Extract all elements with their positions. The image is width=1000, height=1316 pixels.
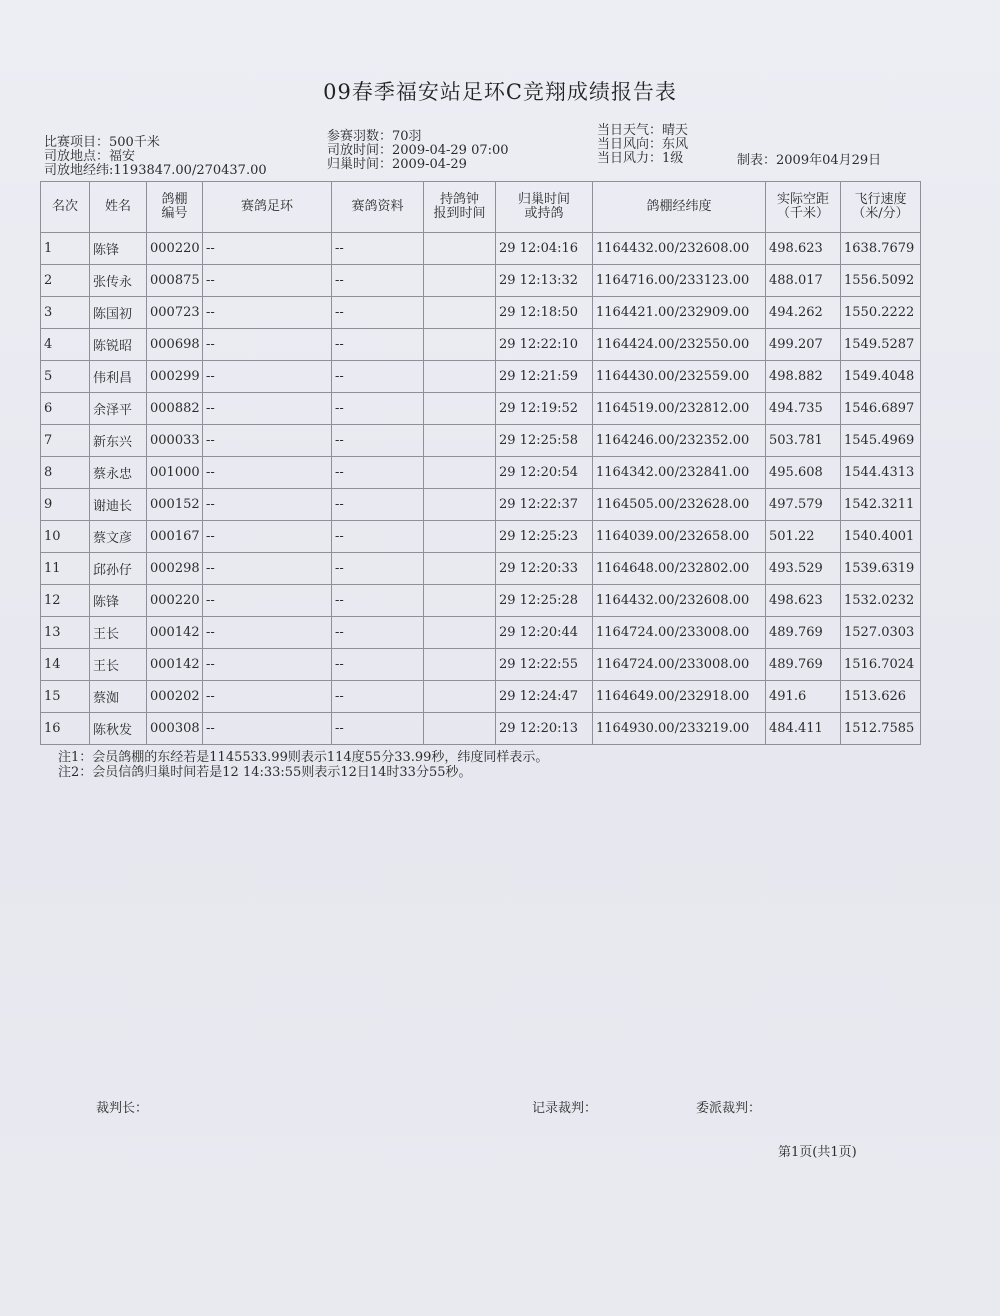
speed-cell: 1549.5287	[841, 329, 921, 361]
distance-cell: 499.207	[766, 329, 841, 361]
distance-cell: 489.769	[766, 617, 841, 649]
bird-info-cell: --	[332, 233, 424, 265]
speed-cell: 1544.4313	[841, 457, 921, 489]
header-line: 赛鸽资料	[351, 199, 404, 214]
name-cell: 谢迪长	[90, 489, 147, 521]
table-row	[41, 393, 921, 425]
coordinates-cell: 1164519.00/232812.00	[593, 393, 766, 425]
bird-info-cell: --	[332, 361, 424, 393]
rank-cell: 16	[41, 713, 90, 745]
return-time-cell: 29 12:18:50	[496, 297, 593, 329]
return-time-cell: 29 12:22:55	[496, 649, 593, 681]
header-line: 实际空距	[776, 192, 829, 207]
header-line: （米/分）	[852, 206, 909, 221]
coordinates-cell: 1164246.00/232352.00	[593, 425, 766, 457]
distance-cell: 497.579	[766, 489, 841, 521]
loft-id-cell: 000220	[147, 585, 203, 617]
distance-cell: 495.608	[766, 457, 841, 489]
clock-time-cell	[424, 489, 496, 521]
rank-cell: 10	[41, 521, 90, 553]
loft-id-cell: 000033	[147, 425, 203, 457]
speed-cell: 1556.5092	[841, 265, 921, 297]
header-line: 报到时间	[433, 206, 486, 221]
name-cell: 蔡永忠	[90, 457, 147, 489]
speed-cell: 1516.7024	[841, 649, 921, 681]
distance-cell: 493.529	[766, 553, 841, 585]
speed-cell: 1540.4001	[841, 521, 921, 553]
speed-cell: 1550.2222	[841, 297, 921, 329]
ring-cell: --	[203, 297, 332, 329]
release-coordinates: 司放地经纬:1193847.00/270437.00	[44, 163, 267, 178]
table-row	[41, 713, 921, 745]
rank-cell: 4	[41, 329, 90, 361]
speed-cell: 1513.626	[841, 681, 921, 713]
coordinates-cell: 1164505.00/232628.00	[593, 489, 766, 521]
name-cell: 陈秋发	[90, 713, 147, 745]
ring-cell: --	[203, 489, 332, 521]
clock-time-cell	[424, 425, 496, 457]
distance-cell: 498.623	[766, 585, 841, 617]
bird-info-cell: --	[332, 585, 424, 617]
loft-id-cell: 001000	[147, 457, 203, 489]
header-line: 鸽棚	[161, 192, 188, 207]
clock-time-cell	[424, 265, 496, 297]
header-ring	[203, 182, 332, 233]
rank-cell: 14	[41, 649, 90, 681]
ring-cell: --	[203, 393, 332, 425]
entry-count: 参赛羽数：70羽	[327, 129, 422, 144]
coordinates-cell: 1164421.00/232909.00	[593, 297, 766, 329]
ring-cell: --	[203, 649, 332, 681]
header-line: 鸽棚经纬度	[646, 199, 712, 214]
rank-cell: 7	[41, 425, 90, 457]
clock-time-cell	[424, 617, 496, 649]
header-return-time	[496, 182, 593, 233]
race-info-right	[597, 124, 688, 166]
bird-info-cell: --	[332, 649, 424, 681]
page-number: 第1页(共1页)	[778, 1145, 857, 1160]
rank-cell: 5	[41, 361, 90, 393]
loft-id-cell: 000723	[147, 297, 203, 329]
bird-info-cell: --	[332, 681, 424, 713]
rank-cell: 9	[41, 489, 90, 521]
bird-info-cell: --	[332, 265, 424, 297]
loft-id-cell: 000308	[147, 713, 203, 745]
distance-cell: 489.769	[766, 649, 841, 681]
header-distance	[766, 182, 841, 233]
bird-info-cell: --	[332, 489, 424, 521]
table-row	[41, 361, 921, 393]
rank-cell: 6	[41, 393, 90, 425]
loft-id-cell: 000142	[147, 649, 203, 681]
clock-time-cell	[424, 521, 496, 553]
return-time-cell: 29 12:22:10	[496, 329, 593, 361]
note-1: 注1：会员鸽棚的东经若是1145533.99则表示114度55分33.99秒，纬度同样表示。	[58, 750, 549, 765]
loft-id-cell: 000142	[147, 617, 203, 649]
table-row	[41, 649, 921, 681]
recorder-judge-label: 记录裁判：	[532, 1101, 598, 1116]
coordinates-cell: 1164724.00/233008.00	[593, 617, 766, 649]
name-cell: 张传永	[90, 265, 147, 297]
header-line: （千米）	[776, 206, 829, 221]
ring-cell: --	[203, 457, 332, 489]
name-cell: 蔡文彦	[90, 521, 147, 553]
return-time-cell: 29 12:25:58	[496, 425, 593, 457]
return-time-cell: 29 12:24:47	[496, 681, 593, 713]
header-line: 飞行速度	[854, 192, 907, 207]
coordinates-cell: 1164432.00/232608.00	[593, 585, 766, 617]
rank-cell: 3	[41, 297, 90, 329]
speed-cell: 1532.0232	[841, 585, 921, 617]
distance-cell: 491.6	[766, 681, 841, 713]
header-bird-info	[332, 182, 424, 233]
table-row	[41, 617, 921, 649]
bird-info-cell: --	[332, 617, 424, 649]
rank-cell: 8	[41, 457, 90, 489]
table-row	[41, 233, 921, 265]
name-cell: 陈锐昭	[90, 329, 147, 361]
delegate-judge-label: 委派裁判：	[696, 1101, 762, 1116]
header-line: 姓名	[104, 199, 131, 214]
wind-force: 当日风力：1级	[597, 151, 684, 166]
coordinates-cell: 1164649.00/232918.00	[593, 681, 766, 713]
loft-id-cell: 000875	[147, 265, 203, 297]
bird-info-cell: --	[332, 425, 424, 457]
clock-time-cell	[424, 713, 496, 745]
clock-time-cell	[424, 681, 496, 713]
results-table	[40, 181, 921, 745]
table-row	[41, 489, 921, 521]
return-time-cell: 29 12:21:59	[496, 361, 593, 393]
table-row	[41, 585, 921, 617]
bird-info-cell: --	[332, 713, 424, 745]
name-cell: 邱孙仔	[90, 553, 147, 585]
loft-id-cell: 000299	[147, 361, 203, 393]
rank-cell: 15	[41, 681, 90, 713]
return-time-cell: 29 12:20:33	[496, 553, 593, 585]
clock-time-cell	[424, 553, 496, 585]
return-time-cell: 29 12:04:16	[496, 233, 593, 265]
clock-time-cell	[424, 585, 496, 617]
note-2: 注2：会员信鸽归巢时间若是12 14:33:55则表示12日14时33分55秒。	[58, 765, 472, 780]
speed-cell: 1638.7679	[841, 233, 921, 265]
table-row	[41, 265, 921, 297]
clock-time-cell	[424, 233, 496, 265]
weather: 当日天气：晴天	[597, 123, 689, 138]
return-time-cell: 29 12:20:44	[496, 617, 593, 649]
distance-cell: 494.735	[766, 393, 841, 425]
header-loft-coordinates	[593, 182, 766, 233]
loft-id-cell: 000167	[147, 521, 203, 553]
table-row	[41, 425, 921, 457]
speed-cell: 1549.4048	[841, 361, 921, 393]
name-cell: 陈锋	[90, 585, 147, 617]
header-line: 名次	[51, 199, 78, 214]
name-cell: 余泽平	[90, 393, 147, 425]
race-info-middle	[327, 130, 509, 172]
ring-cell: --	[203, 233, 332, 265]
header-line: 归巢时间	[517, 192, 570, 207]
race-info-left	[44, 136, 267, 178]
distance-cell: 503.781	[766, 425, 841, 457]
ring-cell: --	[203, 425, 332, 457]
loft-id-cell: 000882	[147, 393, 203, 425]
release-time: 司放时间：2009-04-29 07:00	[327, 143, 509, 158]
speed-cell: 1545.4969	[841, 425, 921, 457]
table-row	[41, 521, 921, 553]
name-cell: 伟利昌	[90, 361, 147, 393]
coordinates-cell: 1164430.00/232559.00	[593, 361, 766, 393]
clock-time-cell	[424, 393, 496, 425]
header-line: 或持鸽	[524, 206, 564, 221]
coordinates-cell: 1164930.00/233219.00	[593, 713, 766, 745]
coordinates-cell: 1164724.00/233008.00	[593, 649, 766, 681]
name-cell: 王长	[90, 617, 147, 649]
coordinates-cell: 1164648.00/232802.00	[593, 553, 766, 585]
table-row	[41, 457, 921, 489]
bird-info-cell: --	[332, 457, 424, 489]
return-time-cell: 29 12:19:52	[496, 393, 593, 425]
speed-cell: 1512.7585	[841, 713, 921, 745]
rank-cell: 1	[41, 233, 90, 265]
coordinates-cell: 1164342.00/232841.00	[593, 457, 766, 489]
distance-cell: 484.411	[766, 713, 841, 745]
loft-id-cell: 000298	[147, 553, 203, 585]
speed-cell: 1539.6319	[841, 553, 921, 585]
clock-time-cell	[424, 361, 496, 393]
rank-cell: 11	[41, 553, 90, 585]
bird-info-cell: --	[332, 553, 424, 585]
return-time-cell: 29 12:25:23	[496, 521, 593, 553]
distance-cell: 498.623	[766, 233, 841, 265]
ring-cell: --	[203, 521, 332, 553]
table-row	[41, 329, 921, 361]
name-cell: 王长	[90, 649, 147, 681]
bird-info-cell: --	[332, 297, 424, 329]
name-cell: 陈锋	[90, 233, 147, 265]
table-row	[41, 297, 921, 329]
table-maker-date: 制表：2009年04月29日	[737, 153, 882, 168]
distance-cell: 498.882	[766, 361, 841, 393]
distance-cell: 501.22	[766, 521, 841, 553]
loft-id-cell: 000202	[147, 681, 203, 713]
table-row	[41, 553, 921, 585]
coordinates-cell: 1164039.00/232658.00	[593, 521, 766, 553]
speed-cell: 1527.0303	[841, 617, 921, 649]
distance-cell: 488.017	[766, 265, 841, 297]
return-time-cell: 29 12:25:28	[496, 585, 593, 617]
rank-cell: 12	[41, 585, 90, 617]
rank-cell: 13	[41, 617, 90, 649]
clock-time-cell	[424, 457, 496, 489]
bird-info-cell: --	[332, 329, 424, 361]
rank-cell: 2	[41, 265, 90, 297]
notes	[58, 750, 548, 780]
header-clock-time	[424, 182, 496, 233]
header-rank	[41, 182, 90, 233]
loft-id-cell: 000698	[147, 329, 203, 361]
wind-direction: 当日风向：东风	[597, 137, 689, 152]
ring-cell: --	[203, 585, 332, 617]
speed-cell: 1542.3211	[841, 489, 921, 521]
return-date: 归巢时间：2009-04-29	[327, 157, 467, 172]
header-line: 赛鸽足环	[240, 199, 293, 214]
ring-cell: --	[203, 553, 332, 585]
header-speed	[841, 182, 921, 233]
distance-cell: 494.262	[766, 297, 841, 329]
loft-id-cell: 000220	[147, 233, 203, 265]
ring-cell: --	[203, 681, 332, 713]
coordinates-cell: 1164424.00/232550.00	[593, 329, 766, 361]
name-cell: 蔡洳	[90, 681, 147, 713]
header-name	[90, 182, 147, 233]
header-loft-id	[147, 182, 203, 233]
header-line: 编号	[161, 206, 188, 221]
ring-cell: --	[203, 361, 332, 393]
clock-time-cell	[424, 649, 496, 681]
return-time-cell: 29 12:13:32	[496, 265, 593, 297]
release-location: 司放地点：福安	[44, 149, 136, 164]
clock-time-cell	[424, 297, 496, 329]
clock-time-cell	[424, 329, 496, 361]
return-time-cell: 29 12:22:37	[496, 489, 593, 521]
table-row	[41, 681, 921, 713]
race-distance: 比赛项目：500千米	[44, 135, 160, 150]
bird-info-cell: --	[332, 393, 424, 425]
ring-cell: --	[203, 617, 332, 649]
header-line: 持鸽钟	[439, 192, 479, 207]
name-cell: 新东兴	[90, 425, 147, 457]
coordinates-cell: 1164432.00/232608.00	[593, 233, 766, 265]
coordinates-cell: 1164716.00/233123.00	[593, 265, 766, 297]
chief-judge-label: 裁判长：	[96, 1101, 149, 1116]
return-time-cell: 29 12:20:13	[496, 713, 593, 745]
ring-cell: --	[203, 329, 332, 361]
loft-id-cell: 000152	[147, 489, 203, 521]
table-header-row	[41, 182, 921, 233]
return-time-cell: 29 12:20:54	[496, 457, 593, 489]
name-cell: 陈国初	[90, 297, 147, 329]
bird-info-cell: --	[332, 521, 424, 553]
ring-cell: --	[203, 265, 332, 297]
report-title: 09春季福安站足环C竞翔成绩报告表	[323, 80, 677, 104]
speed-cell: 1546.6897	[841, 393, 921, 425]
ring-cell: --	[203, 713, 332, 745]
